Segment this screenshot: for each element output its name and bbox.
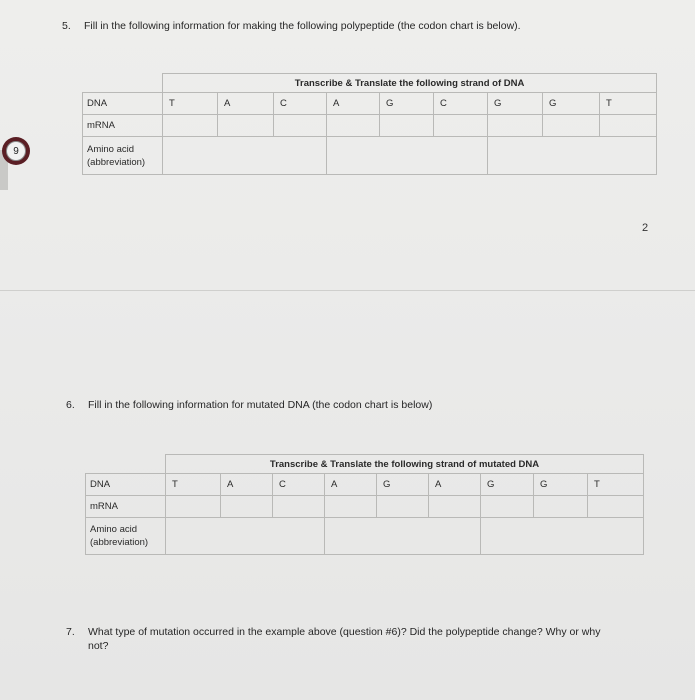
table-2-dna-base: C [273, 474, 325, 496]
table-2-dna-base: A [221, 474, 273, 496]
page-divider [0, 290, 695, 291]
table-2-dna-label: DNA [86, 474, 166, 496]
table-1-dna-base: T [600, 93, 657, 115]
score-badge [2, 137, 30, 165]
table-2-mrna-cell[interactable] [429, 496, 481, 518]
table-2-mrna-cell[interactable] [221, 496, 273, 518]
table-1-dna-base: C [434, 93, 488, 115]
table-2-mrna-cell[interactable] [325, 496, 377, 518]
page-number: 2 [642, 222, 649, 234]
table-1-mrna-label: mRNA [83, 115, 163, 137]
dna-table-2 [85, 454, 644, 555]
dna-table-1 [82, 73, 657, 175]
table-1-amino-cell[interactable] [327, 137, 488, 175]
table-1-amino-label [83, 137, 163, 175]
table-2-dna-base: G [481, 474, 534, 496]
table-1-amino-cell[interactable] [488, 137, 657, 175]
table-2-mrna-cell[interactable] [481, 496, 534, 518]
amino-label-line2: (abbreviation) [90, 537, 149, 548]
table-1-amino-cell[interactable] [163, 137, 327, 175]
question-7 [66, 625, 666, 653]
table-1-mrna-cell[interactable] [163, 115, 218, 137]
question-5-number: 5. [62, 20, 71, 32]
table-1-mrna-cell[interactable] [600, 115, 657, 137]
table-2-dna-base: G [534, 474, 588, 496]
table-1-mrna-cell[interactable] [434, 115, 488, 137]
question-6-number: 6. [66, 399, 75, 411]
table-1-dna-base: C [274, 93, 327, 115]
table-1-dna-base: G [380, 93, 434, 115]
table-1-mrna-cell[interactable] [380, 115, 434, 137]
table-1-dna-label: DNA [83, 93, 163, 115]
question-7-text: What type of mutation occurred in the example above (question #6)? Did the polypeptide change? Why or why [88, 626, 601, 638]
table-1-dna-base: T [163, 93, 218, 115]
table-2-amino-cell[interactable] [325, 518, 481, 555]
question-5-text: Fill in the following information for making the following polypeptide (the codon chart is below). [84, 20, 521, 32]
score-badge-value: 9 [6, 141, 26, 161]
table-1-dna-base: G [488, 93, 543, 115]
table-1-mrna-cell[interactable] [327, 115, 380, 137]
table-1-mrna-cell[interactable] [488, 115, 543, 137]
amino-label-line1: Amino acid [90, 524, 137, 535]
table-2-mrna-cell[interactable] [534, 496, 588, 518]
question-6-text: Fill in the following information for mutated DNA (the codon chart is below) [88, 399, 433, 411]
amino-label-line1: Amino acid [87, 143, 134, 155]
table-2-dna-base: A [429, 474, 481, 496]
question-7-number: 7. [66, 626, 75, 638]
table-2-amino-label [86, 518, 166, 555]
table-2-dna-base: T [588, 474, 644, 496]
table-2-dna-base: G [377, 474, 429, 496]
question-5 [62, 20, 521, 32]
table-2-mrna-cell[interactable] [273, 496, 325, 518]
table-2-amino-cell[interactable] [166, 518, 325, 555]
table-1-mrna-cell[interactable] [274, 115, 327, 137]
question-7-text-cont: not? [88, 640, 109, 652]
table-1-mrna-cell[interactable] [218, 115, 274, 137]
table-1-dna-base: A [218, 93, 274, 115]
table-2-title: Transcribe & Translate the following strand of mutated DNA [166, 455, 644, 474]
table-1-mrna-cell[interactable] [543, 115, 600, 137]
amino-label-line2: (abbreviation) [87, 156, 146, 168]
table-1-title: Transcribe & Translate the following strand of DNA [163, 74, 657, 93]
question-6 [66, 399, 432, 411]
table-1-dna-base: A [327, 93, 380, 115]
table-2-dna-base: T [166, 474, 221, 496]
table-1-dna-base: G [543, 93, 600, 115]
table-2-mrna-cell[interactable] [588, 496, 644, 518]
table-2-amino-cell[interactable] [481, 518, 644, 555]
table-2-dna-base: A [325, 474, 377, 496]
table-2-mrna-cell[interactable] [377, 496, 429, 518]
table-2-mrna-cell[interactable] [166, 496, 221, 518]
table-2-mrna-label: mRNA [86, 496, 166, 518]
